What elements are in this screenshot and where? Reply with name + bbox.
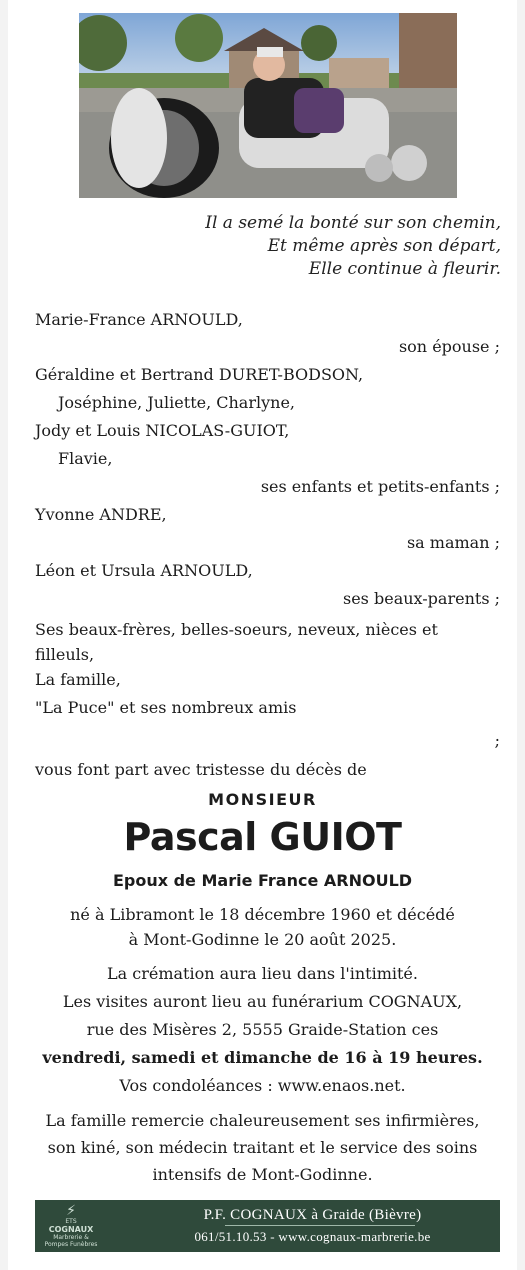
spouse-line: Epoux de Marie France ARNOULD (112, 871, 413, 890)
family-line: Marie-France ARNOULD, (35, 310, 243, 329)
thanks-line: La famille remercie chaleureusement ses infirmières, (45, 1111, 480, 1130)
logo-sub: Marbrerie & (53, 1234, 89, 1241)
relation-label: ses beaux-parents ; (343, 589, 500, 608)
family-line: Léon et Ursula ARNOULD, (35, 561, 253, 580)
family-line: "La Puce" et ses nombreux amis (35, 698, 297, 717)
thanks-line: son kiné, son médecin traitant et le service des soins (47, 1138, 478, 1157)
poem-line: Et même après son départ, (267, 236, 501, 256)
logo-brand: COGNAUX (48, 1225, 94, 1234)
portrait-photo (79, 13, 457, 198)
relation-label: ses enfants et petits-enfants ; (260, 477, 500, 496)
poem-line: Elle continue à fleurir. (308, 259, 501, 279)
birth-death (0, 902, 525, 952)
logo-sub: Pompes Funèbres (44, 1241, 98, 1248)
funeral-home-name: P.F. COGNAUX à Graide (Bièvre) (203, 1207, 422, 1223)
thanks-line: intensifs de Mont-Godinne. (152, 1165, 373, 1184)
info-line: La crémation aura lieu dans l'intimité. (107, 964, 418, 983)
deceased-name: Pascal GUIOT (123, 815, 402, 859)
funeral-info (0, 960, 525, 1100)
announcement: vous font part avec tristesse du décès de (35, 760, 367, 779)
relation-label: sa maman ; (406, 533, 500, 552)
info-line: rue des Misères 2, 5555 Graide-Station ces (86, 1020, 439, 1039)
family-line: Jody et Louis NICOLAS-GUIOT, (35, 421, 290, 440)
family-line: Géraldine et Bertrand DURET-BODSON, (35, 365, 364, 384)
honorific: MONSIEUR (208, 790, 317, 809)
family-line: Ses beaux-frères, belles-soeurs, neveux, nièces et filleuls, (35, 620, 438, 664)
poem-line: Il a semé la bonté sur son chemin, (205, 213, 501, 233)
family-line: Yvonne ANDRE, (35, 505, 167, 524)
photo-illustration (79, 13, 457, 198)
thanks (0, 1107, 525, 1188)
visiting-hours: vendredi, samedi et dimanche de 16 à 19 heures. (42, 1048, 483, 1067)
family-line: La famille, (35, 670, 121, 689)
funeral-home-banner (35, 1200, 500, 1252)
birth-line: né à Libramont le 18 décembre 1960 et décédé (70, 905, 455, 924)
family-line: Joséphine, Juliette, Charlyne, (58, 393, 296, 412)
relation-label: son épouse ; (398, 337, 500, 356)
info-line: Les visites auront lieu au funérarium COGNAUX, (62, 992, 463, 1011)
poem (205, 212, 501, 281)
funeral-home-contact: 061/51.10.53 - www.cognaux-marbrerie.be (194, 1229, 431, 1244)
divider (225, 1225, 415, 1226)
relation-label: ; (494, 731, 500, 750)
lightning-bolt-icon: ⚡ (66, 1203, 76, 1219)
condolences-line: Vos condoléances : www.enaos.net. (119, 1076, 406, 1095)
logo-top: ETS (65, 1218, 77, 1225)
cognaux-logo (41, 1204, 101, 1248)
death-line: à Mont-Godinne le 20 août 2025. (128, 930, 397, 949)
family-line: Flavie, (58, 449, 113, 468)
